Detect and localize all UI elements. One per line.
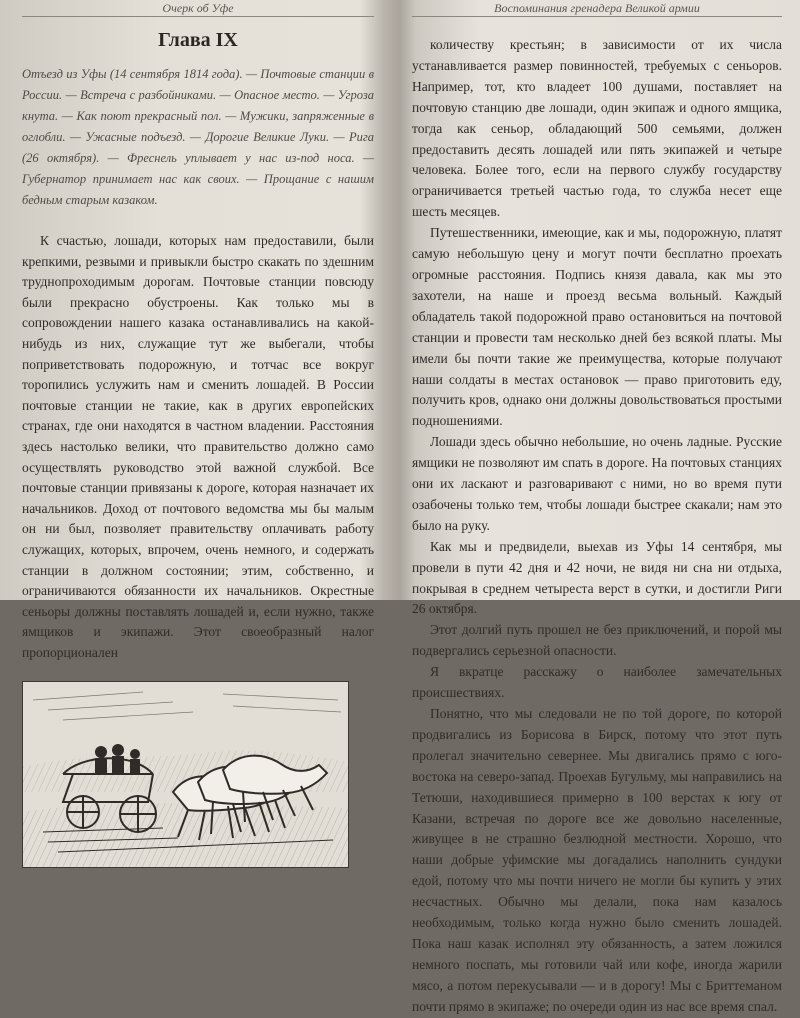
troika-engraving-icon xyxy=(23,682,348,867)
troika-illustration xyxy=(22,681,349,868)
paragraph: Лошади здесь обычно небольшие, но очень ладные. Русские ямщики не позволяют им спать в дороге. На почтовых станциях они их ласкают и разговаривают с ними, но во время пути озабочены только тем, чтобы лошади быстрее скакали; нам это было на руку. xyxy=(412,434,782,533)
chapter-summary: Отъезд из Уфы (14 сентября 1814 года). — Почтовые станции в России. — Встреча с разбойниками. — Опасное место. — Угроза кнута. — Как поют прекрасный пол. — Мужики, запряженные в оглобли. — Ужасные подъезд. — Дорогие Великие Луки. — Рига (26 октября). — Фреснель уплывает у нас из-под носа. — Губернатор принимает нас как своих. — Прощание с нашим бедным старым казаком. xyxy=(22,67,374,207)
paragraph: количеству крестьян; в зависимости от их числа устанавливается размер повинностей, требуемых с сеньоров. Например, тот, кто владеет 100 душами, поставляет на почтовую станцию две лошади, один экипаж и одного ямщика, тогда как сеньор, обладающий 500 семьями, должен предоставить десять лошадей или пять экипажей и четыре человека. Более того, если на первого службу государству ограничивается третьей частью года, то служба несет еще шесть месяцев. xyxy=(412,37,782,220)
right-body-text xyxy=(412,35,782,1018)
paragraph: Я вкратце расскажу о наиболее замечательных происшествиях. xyxy=(412,664,782,701)
paragraph: Путешественники, имеющие, как и мы, подорожную, платят самую небольшую цену и могут почти бесплатно проехать огромные расстояния. Подпись князя давала, как мы это захотели, на наше и проезд весьма вольный. Каждый обладатель такой подорожной право остановиться на почтовой станции и провести там несколько дней без всякой платы. Мы имели бы почти такие же преимущества, которые получают наши солдаты в местах остановок — право приготовить еду, получить кров, однако они должны довольствоваться простыми подношениями. xyxy=(412,225,782,429)
chapter-title: Глава IX xyxy=(158,29,238,51)
paragraph: Как мы и предвидели, выехав из Уфы 14 сентября, мы провели в пути 42 дня и 42 ночи, не видя ни сна ни отдыха, покрывая в среднем четыреста верст в сутки, и достигли Риги 26 октября. xyxy=(412,538,782,617)
paragraph: Этот долгий путь прошел не без приключений, и порой мы подвергались серьезной опасности. xyxy=(412,622,782,659)
running-head-right: Воспоминания гренадера Великой армии xyxy=(412,0,782,17)
left-page xyxy=(0,0,392,660)
right-page xyxy=(392,0,800,1014)
paragraph: К счастью, лошади, которых нам предоставили, были крепкими, резвыми и привыкли быстро скакать по здешним труднопроходимым дорогам. Почтовые станции повсюду были прекрасно обустроены. Как только мы в сопровождении нашего казака останавливались на какой-нибудь из них, служащие тут же выбегали, чтобы поприветствовать подорожную, и тотчас все вокруг торопились услужить нам и сменить лошадей. В России почтовые станции не такие, как в других европейских странах, где они находятся в частном владении. Расстояния здесь настолько велики, что правительство должно само осуществлять руководство этой важной службой. Все почтовые станции привязаны к дороге, которая назначает их начальников. Доход от почтового ведомства мы бы малым он ни был, позволяет правительству оплачивать работу служащих, которых, впрочем, очень немного, и содержать станции в должном состоянии; этим, собственно, и ограничиваются обязанности их начальников. Окрестные сеньоры должны поставлять лошадей и, если нужно, также ямщиков и экипажи. Этот своеобразный налог пропорционален xyxy=(22,233,374,660)
running-head-left: Очерк об Уфе xyxy=(22,0,374,17)
left-body-text xyxy=(22,231,374,663)
paragraph: Понятно, что мы следовали не по той дороге, по которой продвигались из Борисова в Бирск, потому что этот путь пролегал значительно севернее. Мы двигались прямо с юго-востока на северо-запад. Проехав Бугульму, мы направились на Тетюши, находившиеся примерно в 100 верстах к югу от Казани, встречая по дороге все же довольно населенные, живущее в не страшно безлюдной местности. Хорошо, что наши добрые уфимские мы догадались наполнить сундуки едой, потому что мы почти ничего не могли бы купить у этих несчастных. Обычно мы делали, пока нам казалось необходимым, только когда нужно было сменить лошадей. Пока наш казак исполнял эту обязанность, а затем ложился немного поспать, мы готовили чай или кофе, иногда жарили мясо, а потом перекусывали — и в дорогу! Мы с Бриттеманом почти прямо в экипаже; по очереди один из нас все время спал. xyxy=(412,706,782,1014)
